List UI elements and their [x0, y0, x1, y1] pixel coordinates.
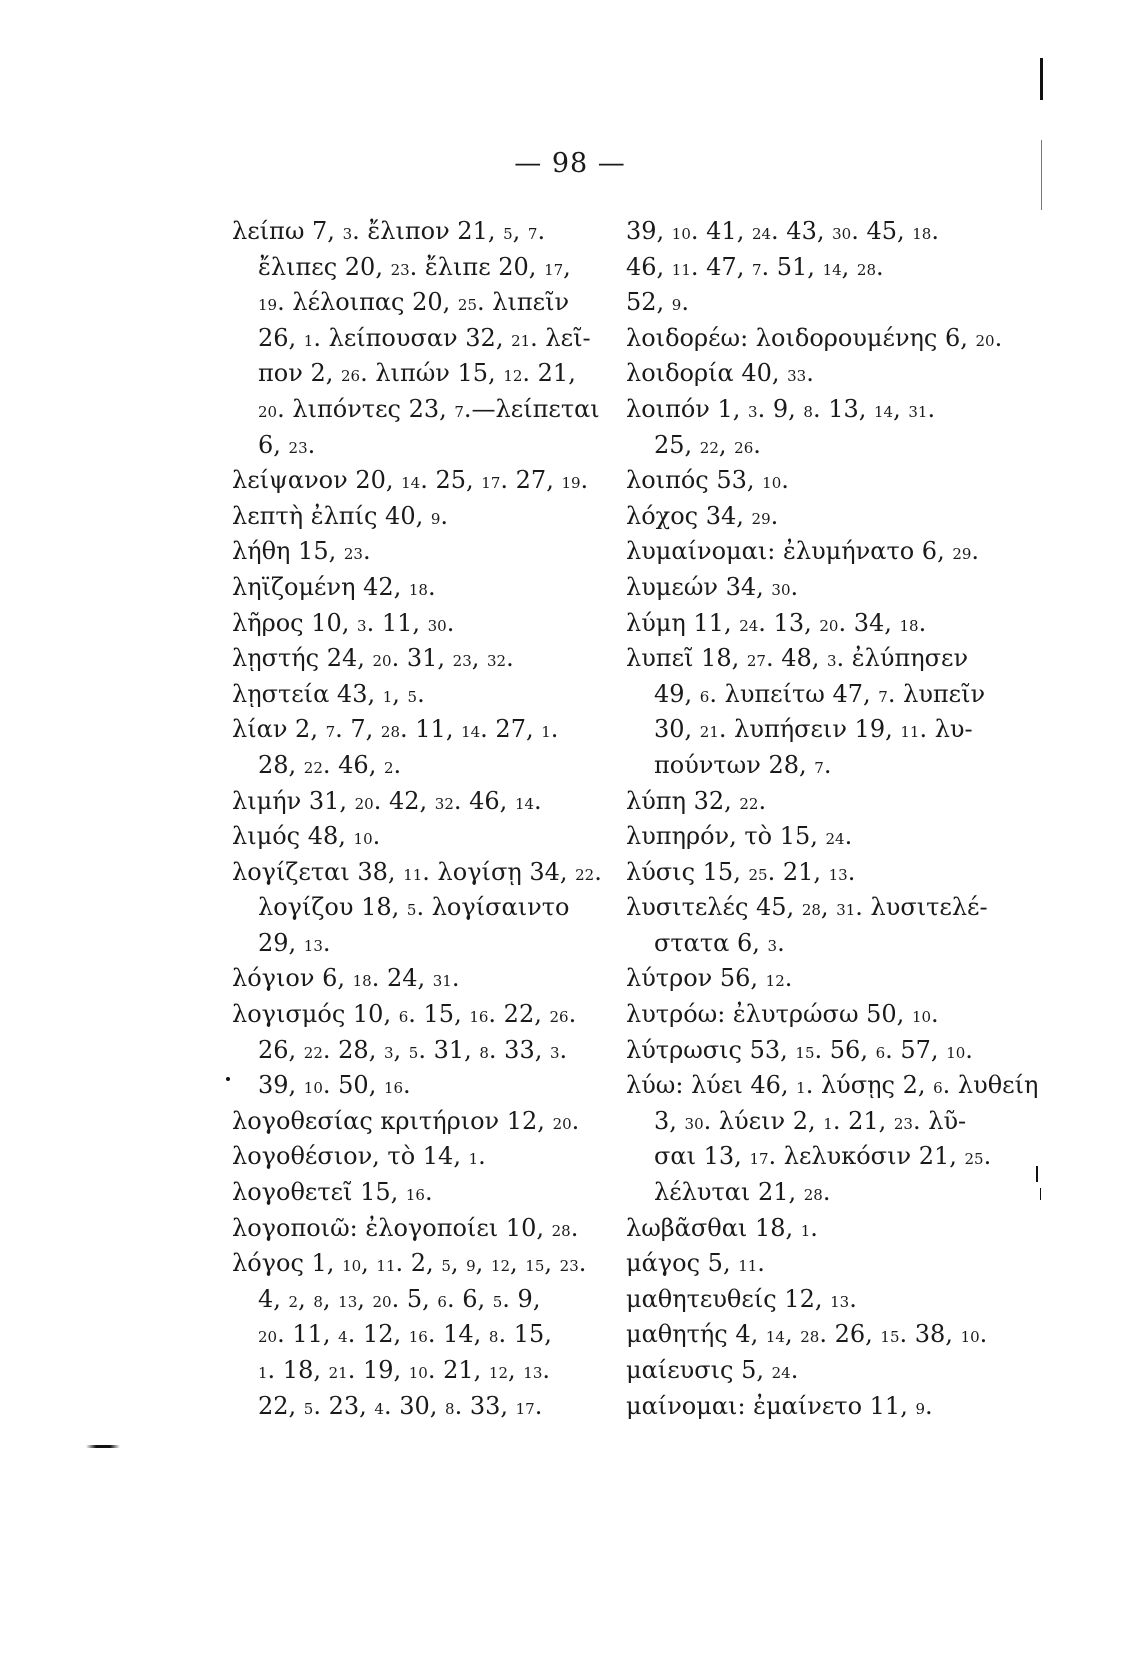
index-line: λωβᾶσθαι 18, 1.: [626, 1213, 818, 1242]
index-column-right: [626, 214, 1039, 1424]
index-line: 19. λέλοιπας 20, 25. λιπεῖν: [258, 288, 570, 317]
index-line: μαθητής 4, 14, 28. 26, 15. 38, 10.: [626, 1320, 988, 1349]
margin-dot: [226, 1077, 230, 1081]
index-line: λίαν 2, 7. 7, 28. 11, 14. 27, 1.: [232, 715, 559, 744]
index-line: λοιπός 53, 10.: [626, 466, 789, 495]
edge-rule-mid: [1041, 140, 1042, 210]
index-line: λυτρόω: ἐλυτρώσω 50, 10.: [626, 1000, 939, 1029]
index-line: πούντων 28, 7.: [654, 750, 832, 779]
index-line: λοιδορία 40, 33.: [626, 359, 814, 388]
index-line: 3, 30. λύειν 2, 1. 21, 23. λῦ-: [654, 1106, 967, 1135]
index-line: λῃστής 24, 20. 31, 23, 32.: [232, 644, 514, 673]
index-line: 26, 1. λείπουσαν 32, 21. λεῖ-: [258, 323, 591, 352]
index-line: 20. λιπόντες 23, 7.—λείπεται: [258, 394, 600, 423]
index-line: μάγος 5, 11.: [626, 1249, 765, 1278]
index-line: 39, 10. 41, 24. 43, 30. 45, 18.: [626, 217, 939, 245]
margin-tick-b: [1040, 1188, 1041, 1200]
index-line: 52, 9.: [626, 288, 689, 317]
index-line: λήθη 15, 23.: [232, 537, 371, 566]
index-line: 1. 18, 21. 19, 10. 21, 12, 13.: [258, 1356, 551, 1384]
index-line: λοιπόν 1, 3. 9, 8. 13, 14, 31.: [626, 394, 936, 423]
index-line: λογοθεσίας κριτήριον 12, 20.: [232, 1106, 580, 1135]
index-line: λύπη 32, 22.: [626, 786, 767, 815]
index-line: 20. 11, 4. 12, 16. 14, 8. 15,: [258, 1320, 552, 1349]
index-line: 6, 23.: [258, 430, 316, 459]
index-line: λύμη 11, 24. 13, 20. 34, 18.: [626, 608, 927, 637]
index-line: 30, 21. λυπήσειν 19, 11. λυ-: [654, 715, 973, 744]
index-line: 49, 6. λυπείτω 47, 7. λυπεῖν: [654, 679, 986, 708]
index-line: λυμεών 34, 30.: [626, 572, 799, 601]
index-line: λυπηρόν, τὸ 15, 24.: [626, 822, 853, 851]
index-line: λογοθέσιον, τὸ 14, 1.: [232, 1142, 486, 1171]
index-line: 26, 22. 28, 3, 5. 31, 8. 33, 3.: [258, 1035, 568, 1064]
index-line: μαθητευθείς 12, 13.: [626, 1284, 857, 1313]
index-line: λεπτὴ ἐλπίς 40, 9.: [232, 501, 449, 530]
index-line: ληϊζομένη 42, 18.: [232, 572, 436, 601]
index-line: 25, 22, 26.: [654, 430, 761, 459]
index-line: λυμαίνομαι: ἐλυμήνατο 6, 29.: [626, 537, 980, 566]
index-line: λόχος 34, 29.: [626, 501, 779, 530]
index-line: λογίζου 18, 5. λογίσαιντο: [258, 893, 570, 922]
index-line: λογίζεται 38, 11. λογίσῃ 34, 22.: [232, 857, 602, 886]
index-line: 4, 2, 8, 13, 20. 5, 6. 6, 5. 9,: [258, 1284, 541, 1313]
index-line: μαίνομαι: ἐμαίνετο 11, 9.: [626, 1391, 933, 1420]
index-line: στατα 6, 3.: [654, 928, 785, 957]
index-line: ἔλιπες 20, 23. ἔλιπε 20, 17,: [258, 252, 571, 281]
index-line: σαι 13, 17. λελυκόσιν 21, 25.: [654, 1142, 992, 1171]
index-line: 39, 10. 50, 16.: [258, 1071, 411, 1100]
index-line: λύτρον 56, 12.: [626, 964, 793, 993]
corner-dash: [86, 1445, 120, 1448]
index-line: λείπω 7, 3. ἔλιπον 21, 5, 7.: [232, 217, 546, 245]
index-line: λῆρος 10, 3. 11, 30.: [232, 608, 455, 637]
index-line: λογοποιῶ: ἐλογοποίει 10, 28.: [232, 1213, 579, 1242]
index-line: 46, 11. 47, 7. 51, 14, 28.: [626, 252, 884, 281]
index-line: λυσιτελές 45, 28, 31. λυσιτελέ-: [626, 893, 988, 922]
index-line: 22, 5. 23, 4. 30, 8. 33, 17.: [258, 1391, 543, 1420]
edge-rule-top: [1040, 58, 1043, 100]
index-line: λόγιον 6, 18. 24, 31.: [232, 964, 460, 993]
index-line: λοιδορέω: λοιδορουμένης 6, 20.: [626, 323, 1003, 352]
index-line: λέλυται 21, 28.: [654, 1178, 831, 1207]
index-line: λιμός 48, 10.: [232, 822, 381, 851]
index-column-left: [232, 214, 622, 1424]
index-line: λογοθετεῖ 15, 16.: [232, 1178, 433, 1207]
index-line: 28, 22. 46, 2.: [258, 750, 402, 779]
index-line: λιμήν 31, 20. 42, 32. 46, 14.: [232, 786, 542, 815]
index-line: λύω: λύει 46, 1. λύσῃς 2, 6. λυθείη: [626, 1071, 1039, 1100]
index-line: λύσις 15, 25. 21, 13.: [626, 857, 856, 886]
index-line: λύτρωσις 53, 15. 56, 6. 57, 10.: [626, 1035, 973, 1064]
index-line: 29, 13.: [258, 928, 331, 957]
index-line: λείψανον 20, 14. 25, 17. 27, 19.: [232, 466, 589, 495]
page-number: — 98 —: [514, 148, 626, 179]
index-line: μαίευσις 5, 24.: [626, 1356, 799, 1384]
index-line: λογισμός 10, 6. 15, 16. 22, 26.: [232, 1000, 577, 1029]
index-line: λόγος 1, 10, 11. 2, 5, 9, 12, 15, 23.: [232, 1249, 587, 1278]
index-line: λῃστεία 43, 1, 5.: [232, 679, 425, 708]
margin-tick-a: [1036, 1166, 1038, 1182]
index-line: πον 2, 26. λιπών 15, 12. 21,: [258, 359, 576, 388]
index-line: λυπεῖ 18, 27. 48, 3. ἐλύπησεν: [626, 644, 969, 673]
